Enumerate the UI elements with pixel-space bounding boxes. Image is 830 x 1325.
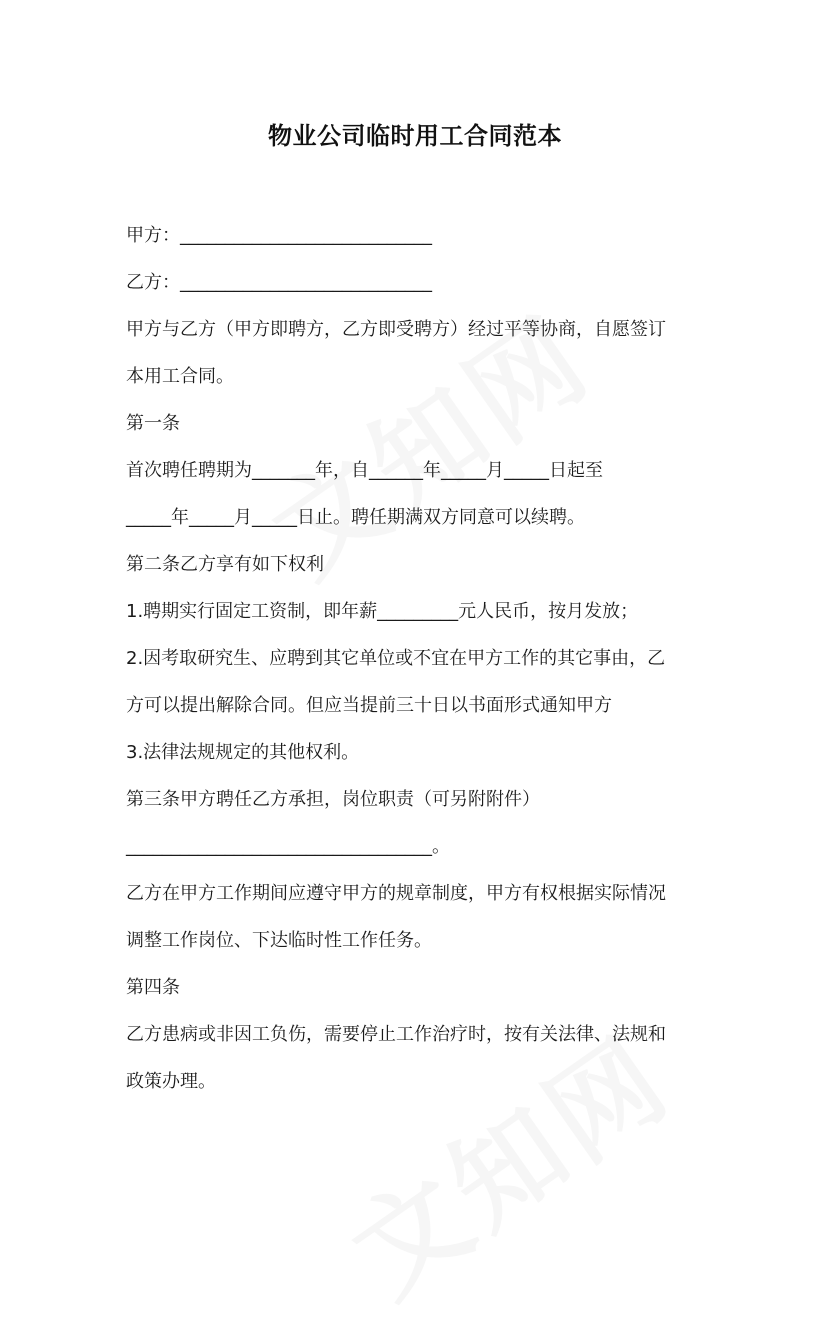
article-heading: 第三条甲方聘任乙方承担，岗位职责（可另附附件）: [126, 789, 540, 810]
article-line: 方可以提出解除合同。但应当提前三十日以书面形式通知甲方: [126, 695, 612, 716]
article-line: 乙方在甲方工作期间应遵守甲方的规章制度，甲方有权根据实际情况: [126, 883, 666, 904]
article-heading: 第一条: [126, 413, 180, 434]
party-b-line: 乙方：____________________________: [126, 272, 432, 293]
article-line: 乙方患病或非因工负伤，需要停止工作治疗时，按有关法律、法规和: [126, 1024, 666, 1045]
article-heading: 第二条乙方享有如下权利: [126, 554, 324, 575]
article-line: 首次聘任聘期为_______年，自______年_____月_____日起至: [126, 460, 603, 481]
article-line: 2.因考取研究生、应聘到其它单位或不宜在甲方工作的其它事由，乙: [126, 648, 666, 669]
article-line: __________________________________。: [126, 836, 450, 857]
article-line: 政策办理。: [126, 1071, 216, 1092]
party-a-line: 甲方：____________________________: [126, 225, 432, 246]
article-line: 1.聘期实行固定工资制，即年薪_________元人民币，按月发放；: [126, 601, 639, 622]
intro-line: 本用工合同。: [126, 366, 234, 387]
document-title: 物业公司临时用工合同范本: [268, 122, 562, 150]
article-heading: 第四条: [126, 977, 180, 998]
article-line: 调整工作岗位、下达临时性工作任务。: [126, 930, 432, 951]
document-body: [126, 212, 716, 1105]
intro-line: 甲方与乙方（甲方即聘方，乙方即受聘方）经过平等协商，自愿签订: [126, 319, 666, 340]
article-line: 3.法律法规规定的其他权利。: [126, 742, 360, 763]
article-line: _____年_____月_____日止。聘任期满双方同意可以续聘。: [126, 507, 585, 528]
